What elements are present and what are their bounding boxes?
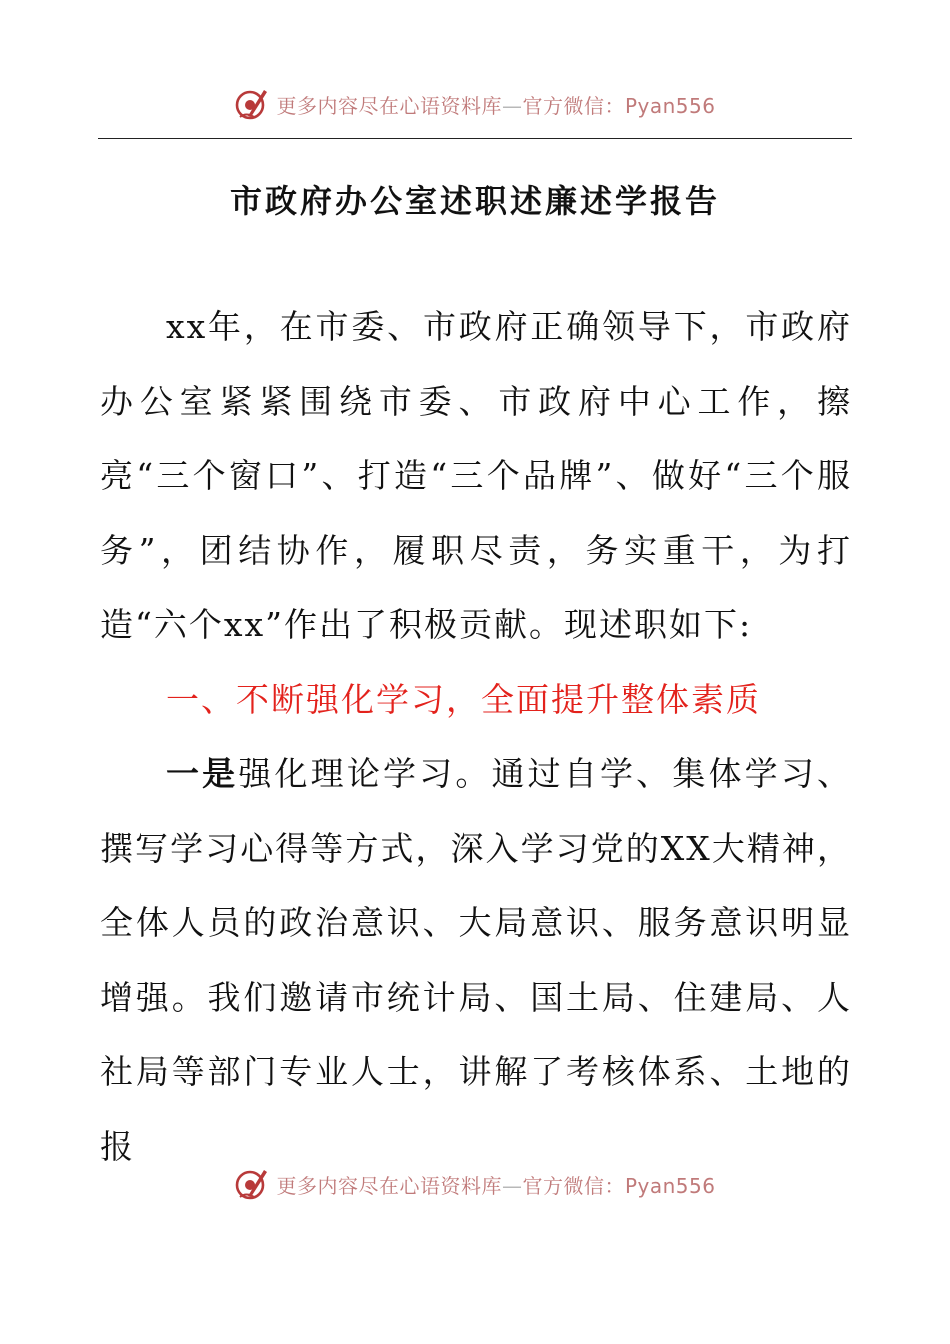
header-watermark [0,82,950,126]
paragraph: xx年，在市委、市政府正确领导下，市政府办公室紧紧围绕市委、市政府中心工作，擦亮“三个窗口”、打造“三个品牌”、做好“三个服务”，团结协作，履职尽责，务实重干，为打造“六个xx”作出了积极贡献。现述职如下: [100,307,852,644]
footer-watermark [0,1162,950,1206]
header-divider [98,138,852,139]
pen-circle-logo-icon [234,1166,270,1202]
watermark-text: 更多内容尽在心语资料库—官方微信：Pyan556 [276,1173,716,1198]
document-body [100,290,852,1184]
paragraph-lead: 一是 [166,754,239,793]
document-title: 市政府办公室述职述廉述学报告 [229,182,720,220]
section-heading: 一、不断强化学习，全面提升整体素质 [166,679,761,719]
paragraph [100,737,852,1184]
watermark-text: 更多内容尽在心语资料库—官方微信：Pyan556 [276,93,716,118]
paragraph-body: 强化理论学习。通过自学、集体学习、撰写学习心得等方式，深入学习党的XX大精神，全体人员的政治意识、大局意识、服务意识明显增强。我们邀请市统计局、国土局、住建局、人社局等部门专业人士，讲解了考核体系、土地的报 [100,754,853,1166]
pen-circle-logo-icon [234,86,270,122]
